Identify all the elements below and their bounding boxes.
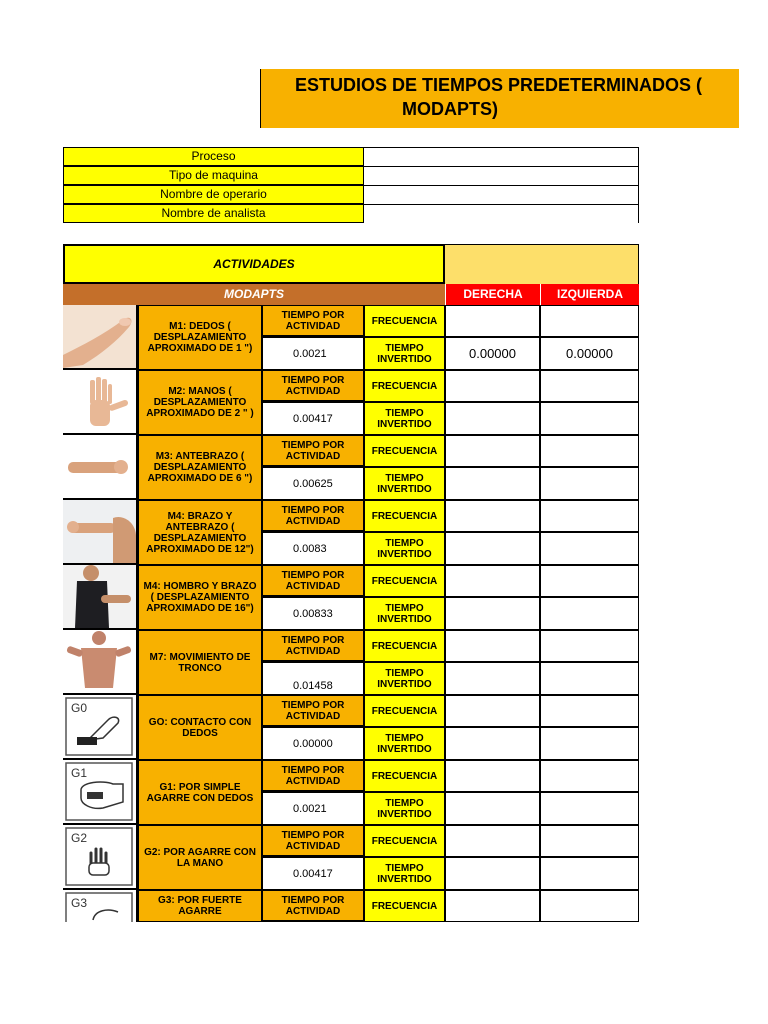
time-left-result xyxy=(540,467,639,500)
activity-name: M4: HOMBRO Y BRAZO ( DESPLAZAMIENTO APROXIMADO DE 16") xyxy=(138,565,262,630)
freq-right-input[interactable] xyxy=(445,370,540,402)
activity-name: M7: MOVIMIENTO DE TRONCO xyxy=(138,630,262,695)
page-title-line1: ESTUDIOS DE TIEMPOS PREDETERMINADOS ( xyxy=(295,75,703,95)
time-right-result: 0.00000 xyxy=(445,337,540,370)
tinv-label: TIEMPO INVERTIDO xyxy=(364,792,445,825)
freq-label: FRECUENCIA xyxy=(364,825,445,857)
freq-right-input[interactable] xyxy=(445,435,540,467)
freq-left-input[interactable] xyxy=(540,435,639,467)
tpa-label: TIEMPO POR ACTIVIDAD xyxy=(262,435,364,467)
activity-time: 0.00417 xyxy=(262,402,364,435)
activities-header-blank xyxy=(445,244,639,284)
activity-time: 0.01458 xyxy=(262,662,364,695)
time-left-result xyxy=(540,532,639,565)
forearm-icon xyxy=(63,435,138,500)
freq-left-input[interactable] xyxy=(540,500,639,532)
freq-label: FRECUENCIA xyxy=(364,890,445,922)
activity-name: G2: POR AGARRE CON LA MANO xyxy=(138,825,262,890)
freq-left-input[interactable] xyxy=(540,695,639,727)
time-left-result xyxy=(540,597,639,630)
time-left-result xyxy=(540,662,639,695)
time-right-result xyxy=(445,597,540,630)
activity-name: GO: CONTACTO CON DEDOS xyxy=(138,695,262,760)
freq-right-input[interactable] xyxy=(445,760,540,792)
freq-left-input[interactable] xyxy=(540,565,639,597)
time-right-result xyxy=(445,792,540,825)
tpa-label: TIEMPO POR ACTIVIDAD xyxy=(262,305,364,337)
freq-left-input[interactable] xyxy=(540,630,639,662)
g3-strong-grasp-icon xyxy=(63,890,138,922)
time-right-result xyxy=(445,727,540,760)
tpa-label: TIEMPO POR ACTIVIDAD xyxy=(262,370,364,402)
right-hand-header: DERECHA xyxy=(445,284,540,305)
info-label-tipo-maquina: Tipo de maquina xyxy=(63,166,364,185)
time-right-result xyxy=(445,662,540,695)
activity-name: M2: MANOS ( DESPLAZAMIENTO APROXIMADO DE 2 " ) xyxy=(138,370,262,435)
info-value-analista[interactable] xyxy=(364,204,639,223)
freq-label: FRECUENCIA xyxy=(364,435,445,467)
activity-name: M3: ANTEBRAZO ( DESPLAZAMIENTO APROXIMADO DE 6 ") xyxy=(138,435,262,500)
info-value-proceso[interactable] xyxy=(364,147,639,166)
time-left-result: 0.00000 xyxy=(540,337,639,370)
tinv-label: TIEMPO INVERTIDO xyxy=(364,467,445,500)
tpa-label: TIEMPO POR ACTIVIDAD xyxy=(262,890,364,922)
info-label-operario: Nombre de operario xyxy=(63,185,364,204)
tinv-label: TIEMPO INVERTIDO xyxy=(364,857,445,890)
g1-grasp-icon xyxy=(63,760,138,825)
freq-label: FRECUENCIA xyxy=(364,760,445,792)
freq-left-input[interactable] xyxy=(540,760,639,792)
freq-label: FRECUENCIA xyxy=(364,565,445,597)
activity-time: 0.0083 xyxy=(262,532,364,565)
time-right-result xyxy=(445,857,540,890)
tpa-label: TIEMPO POR ACTIVIDAD xyxy=(262,565,364,597)
freq-label: FRECUENCIA xyxy=(364,695,445,727)
activity-time: 0.00000 xyxy=(262,727,364,760)
title-band xyxy=(261,69,739,128)
tinv-label: TIEMPO INVERTIDO xyxy=(364,727,445,760)
page-title-line2: MODAPTS) xyxy=(402,99,498,119)
activity-name: G1: POR SIMPLE AGARRE CON DEDOS xyxy=(138,760,262,825)
logo-area xyxy=(63,69,261,128)
activity-name: M1: DEDOS ( DESPLAZAMIENTO APROXIMADO DE 1 ") xyxy=(138,305,262,370)
activities-header: ACTIVIDADES xyxy=(63,244,445,284)
info-value-operario[interactable] xyxy=(364,185,639,204)
info-value-tipo-maquina[interactable] xyxy=(364,166,639,185)
shoulder-icon xyxy=(63,565,138,630)
freq-right-input[interactable] xyxy=(445,890,540,922)
activity-time: 0.00833 xyxy=(262,597,364,630)
freq-right-input[interactable] xyxy=(445,500,540,532)
freq-left-input[interactable] xyxy=(540,890,639,922)
freq-right-input[interactable] xyxy=(445,695,540,727)
finger-icon xyxy=(63,305,138,370)
freq-right-input[interactable] xyxy=(445,565,540,597)
g2-hand-grasp-icon xyxy=(63,825,138,890)
tpa-label: TIEMPO POR ACTIVIDAD xyxy=(262,695,364,727)
time-left-result xyxy=(540,857,639,890)
freq-left-input[interactable] xyxy=(540,305,639,337)
freq-right-input[interactable] xyxy=(445,305,540,337)
activity-time: 0.00417 xyxy=(262,857,364,890)
g2-icon-label: G2 xyxy=(71,831,88,845)
time-right-result xyxy=(445,402,540,435)
activity-name: M4: BRAZO Y ANTEBRAZO ( DESPLAZAMIENTO APROXIMADO DE 12") xyxy=(138,500,262,565)
activity-time: 0.0021 xyxy=(262,337,364,370)
arm-icon xyxy=(63,500,138,565)
time-right-result xyxy=(445,467,540,500)
freq-right-input[interactable] xyxy=(445,825,540,857)
g0-icon-label: G0 xyxy=(71,701,88,715)
tinv-label: TIEMPO INVERTIDO xyxy=(364,597,445,630)
tpa-label: TIEMPO POR ACTIVIDAD xyxy=(262,500,364,532)
modapts-header: MODAPTS xyxy=(63,284,445,305)
freq-label: FRECUENCIA xyxy=(364,500,445,532)
tinv-label: TIEMPO INVERTIDO xyxy=(364,662,445,695)
g3-icon-label: G3 xyxy=(71,896,88,910)
g1-icon-label: G1 xyxy=(71,766,88,780)
time-left-result xyxy=(540,402,639,435)
info-label-analista: Nombre de analista xyxy=(63,204,364,223)
tinv-label: TIEMPO INVERTIDO xyxy=(364,337,445,370)
torso-icon xyxy=(63,630,138,695)
freq-label: FRECUENCIA xyxy=(364,630,445,662)
info-label-proceso: Proceso xyxy=(63,147,364,166)
freq-label: FRECUENCIA xyxy=(364,305,445,337)
time-left-result xyxy=(540,727,639,760)
tpa-label: TIEMPO POR ACTIVIDAD xyxy=(262,760,364,792)
open-hand-icon xyxy=(63,370,138,435)
freq-left-input[interactable] xyxy=(540,370,639,402)
tinv-label: TIEMPO INVERTIDO xyxy=(364,532,445,565)
tpa-label: TIEMPO POR ACTIVIDAD xyxy=(262,825,364,857)
left-hand-header: IZQUIERDA xyxy=(540,284,639,305)
time-right-result xyxy=(445,532,540,565)
freq-label: FRECUENCIA xyxy=(364,370,445,402)
tinv-label: TIEMPO INVERTIDO xyxy=(364,402,445,435)
activity-time: 0.00625 xyxy=(262,467,364,500)
freq-left-input[interactable] xyxy=(540,825,639,857)
tpa-label: TIEMPO POR ACTIVIDAD xyxy=(262,630,364,662)
activity-name: G3: POR FUERTE AGARRE xyxy=(138,890,262,922)
time-left-result xyxy=(540,792,639,825)
freq-right-input[interactable] xyxy=(445,630,540,662)
activity-time: 0.0021 xyxy=(262,792,364,825)
g0-contact-icon xyxy=(63,695,138,760)
